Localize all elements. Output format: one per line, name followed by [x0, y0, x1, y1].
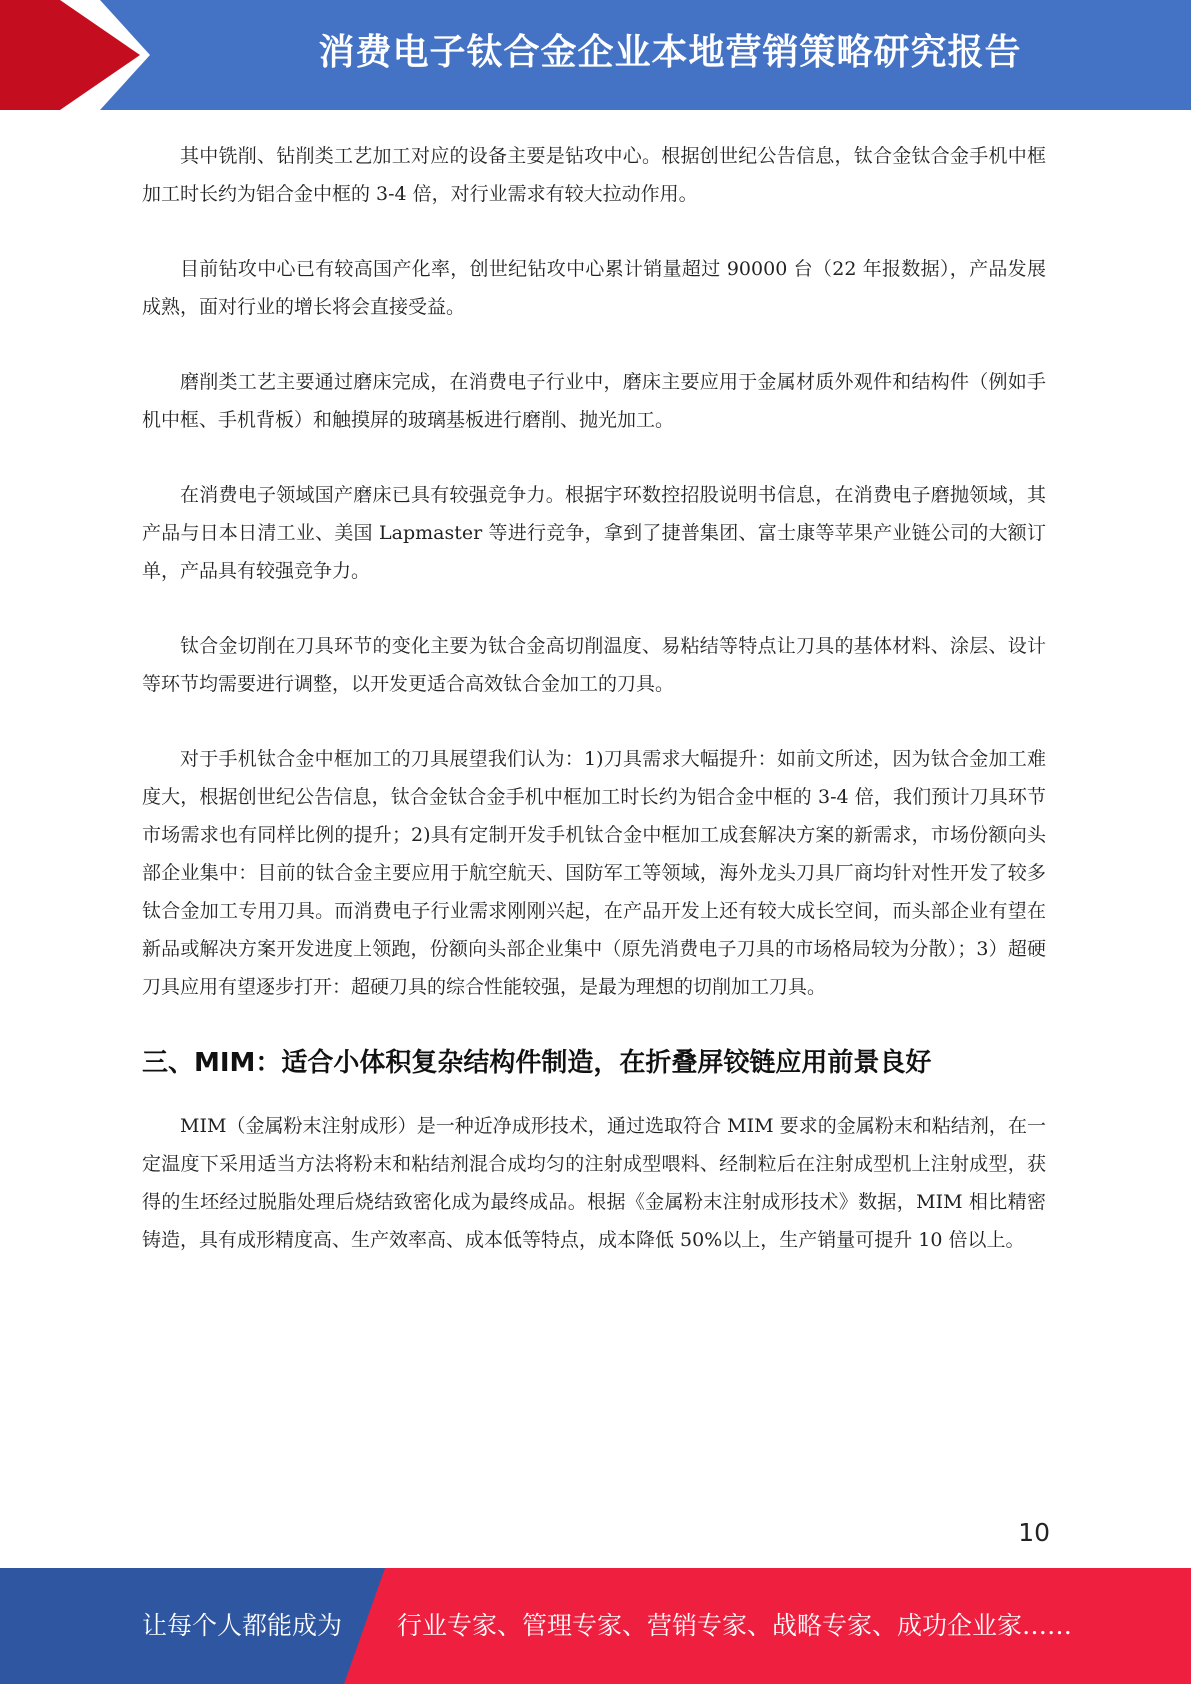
- page-header: [0, 0, 1191, 110]
- paragraph: 其中铣削、钻削类工艺加工对应的设备主要是钻攻中心。根据创世纪公告信息，钛合金钛合金手机中框加工时长约为铝合金中框的 3-4 倍，对行业需求有较大拉动作用。: [142, 145, 1046, 205]
- paragraph: 目前钻攻中心已有较高国产化率，创世纪钻攻中心累计销量超过 90000 台（22 年报数据），产品发展成熟，面对行业的增长将会直接受益。: [142, 258, 1046, 318]
- footer-slogan-right: 行业专家、管理专家、营销专家、战略专家、成功企业家……: [397, 1611, 1073, 1640]
- paragraph: 钛合金切削在刀具环节的变化主要为钛合金高切削温度、易粘结等特点让刀具的基体材料、涂层、设计等环节均需要进行调整，以开发更适合高效钛合金加工的刀具。: [142, 635, 1046, 695]
- document-body: [142, 137, 1046, 1296]
- paragraph: MIM（金属粉末注射成形）是一种近净成形技术，通过选取符合 MIM 要求的金属粉末和粘结剂，在一定温度下采用适当方法将粉末和粘结剂混合成均匀的注射成型喂料、经制粒后在注射成型机上注射成型，获得的生坯经过脱脂处理后烧结致密化成为最终成品。根据《金属粉末注射成形技术》数据，MIM 相比精密铸造，具有成形精度高、生产效率高、成本低等特点，成本降低 50%以上，生产销量可提升 10 倍以上。: [142, 1115, 1046, 1251]
- report-title: 消费电子钛合金企业本地营销策略研究报告: [318, 32, 1022, 73]
- section-heading: 三、MIM：适合小体积复杂结构件制造，在折叠屏铰链应用前景良好: [142, 1048, 932, 1078]
- paragraph: 在消费电子领域国产磨床已具有较强竞争力。根据宇环数控招股说明书信息，在消费电子磨抛领域，其产品与日本日清工业、美国 Lapmaster 等进行竞争，拿到了捷普集团、富士康等苹果产业链公司的大额订单，产品具有较强竞争力。: [142, 484, 1046, 582]
- page-number: 10: [1018, 1518, 1050, 1547]
- page-footer: [0, 1568, 1191, 1684]
- paragraph: 对于手机钛合金中框加工的刀具展望我们认为：1)刀具需求大幅提升：如前文所述，因为钛合金加工难度大，根据创世纪公告信息，钛合金钛合金手机中框加工时长约为铝合金中框的 3-4 倍，我们预计刀具环节市场需求也有同样比例的提升；2)具有定制开发手机钛合金中框加工成套解决方案的新需求，市场份额向头部企业集中：目前的钛合金主要应用于航空航天、国防军工等领域，海外龙头刀具厂商均针对性开发了较多钛合金加工专用刀具。而消费电子行业需求刚刚兴起，在产品开发上还有较大成长空间，而头部企业有望在新品或解决方案开发进度上领跑，份额向头部企业集中（原先消费电子刀具的市场格局较为分散）；3）超硬刀具应用有望逐步打开：超硬刀具的综合性能较强，是最为理想的切削加工刀具。: [142, 748, 1046, 998]
- footer-slogan-left: 让每个人都能成为: [142, 1611, 343, 1640]
- paragraph: 磨削类工艺主要通过磨床完成，在消费电子行业中，磨床主要应用于金属材质外观件和结构件（例如手机中框、手机背板）和触摸屏的玻璃基板进行磨削、抛光加工。: [142, 371, 1046, 431]
- header-arrow-icon: [0, 0, 140, 110]
